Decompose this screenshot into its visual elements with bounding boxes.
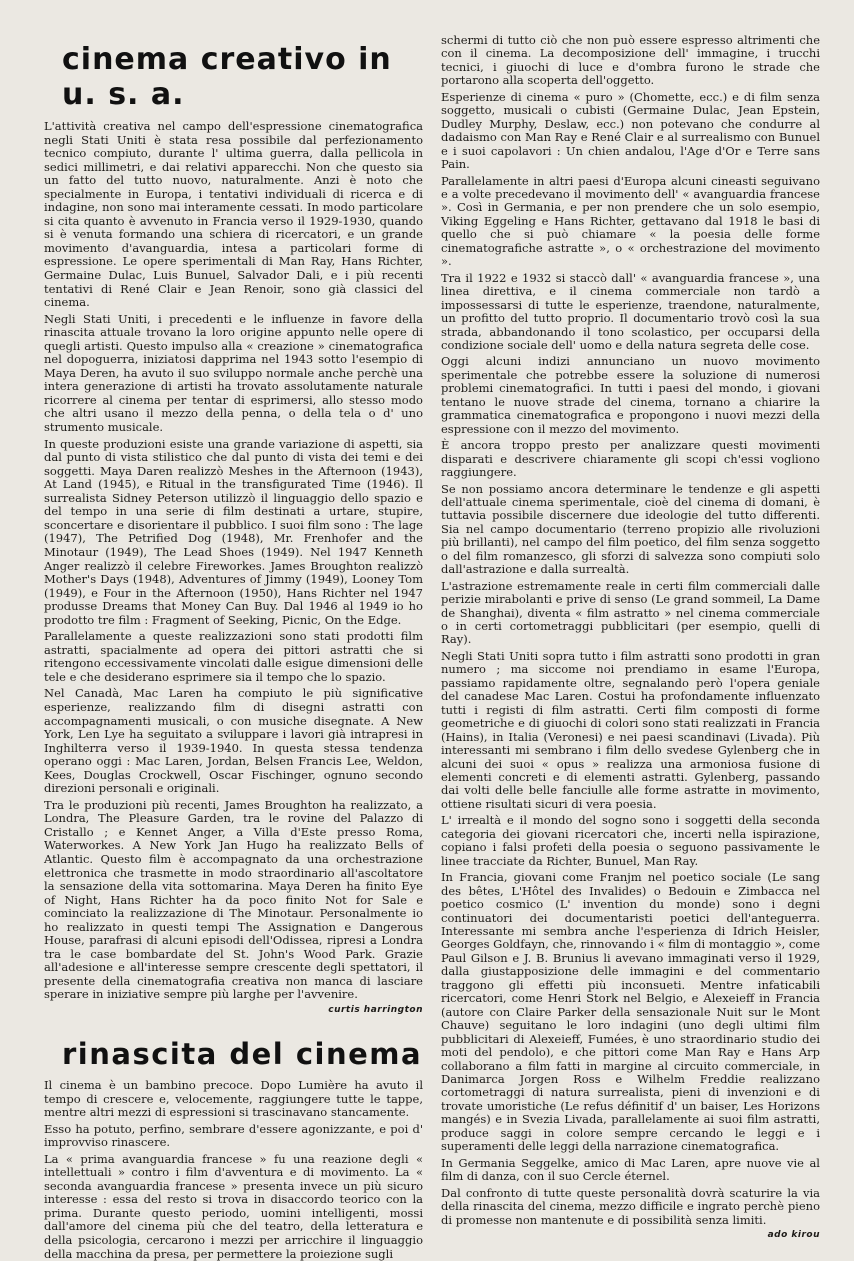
article2-paragraph: Tra il 1922 e 1932 si staccò dall' « avanguardia francese », una linea direttiva, e il cinema commerciale non tardò a impossessarsi di tutte le esperienze, traendone, naturalmente, un profitto del tutto proprio. Il documentario trovò così la sua strada, abbandonando il tono scolastico, per occuparsi della condizione sociale dell' uomo e della natura segreta delle cose. [441, 270, 820, 352]
article2-paragraph: Esso ha potuto, perfino, sembrare d'essere agonizzante, e poi d' improvviso rinascere. [44, 1121, 423, 1150]
article2-paragraph: Dal confronto di tutte queste personalità dovrà scaturire la via della rinascita del cinema, mezzo difficile e ingrato perchè pieno di promesse non mantenute e di possibilità senza limiti. [441, 1185, 820, 1227]
article2-paragraph: È ancora troppo presto per analizzare questi movimenti disparati e descrivere chiaramente gli scopi ch'essi vogliono raggiungere. [441, 438, 820, 480]
right-column [441, 33, 820, 1240]
article2-paragraph: In Francia, giovani come Franjm nel poetico sociale (Le sang des bêtes, L'Hôtel des Invalides) o Bedouin e Zimbacca nel poetico cosmico (L' invention du monde) sono i degni continuatori dei documentaristi poetici dell'anteguerra. Interessante mi sembra anche l'esperienza di Idrich Heisler, Georges Goldfayn, che, rinnovando i « film di montaggio », come Paul Gilson e J. B. Brunius li avevano immaginati verso il 1929, dalla giustapposizione delle immagini e del commentario traggono gli effetti più inconsueti. Mentre infaticabili ricercatori, come Henri Stork nel Belgio, e Alexeieff in Francia (autore con Claire Parker della sensazionale Nuit sur le Mont Chauve) seguitano le loro indagini (uno degli ultimi film pubblicitari di Alexeieff, Fumées, è uno straordinario studio dei moti del pendolo), e che pittori come Man Ray e Hans Arp collaborano a film fatti in margine al circuito commerciale, in Danimarca Jorgen Ross e Wilhelm Freddie realizzano cortometraggi di natura surrealista, pieni di invenzioni e di trovate umoristiche (Le refus définitif d' un baiser, Les Horizons mangés) e in Svezia Livada, parallelamente ai suoi film astratti, produce saggi in colore sempre cercando le leggi e i superamenti delle leggi della narrazione cinematografica. [441, 870, 820, 1154]
article2-paragraph: In Germania Seggelke, amico di Mac Laren, apre nuove vie al film di danza, con il suo Cercle éternel. [441, 1155, 820, 1184]
article1-paragraph: Negli Stati Uniti, i precedenti e le influenze in favore della rinascita attuale trovano la loro origine appunto nelle opere di quegli artisti. Questo impulso alla « creazione » cinematografica nel dopoguerra, iniziatosi dapprima nel 1943 sotto l'esempio di Maya Deren, ha avuto il suo sviluppo normale anche perchè una intera generazione di artisti ha trovato assolutamente naturale ricorrere al cinema per tentar di esprimersi, allo stesso modo che altri usano il mezzo della penna, o della tela o d' uno strumento musicale. [44, 311, 423, 435]
article2-paragraph: Se non possiamo ancora determinare le tendenze e gli aspetti dell'attuale cinema sperimentale, cioè del cinema di domani, è tuttavia possibile discernere due ideologie del tutto differenti. Sia nel campo documentario (terreno propizio alle rivoluzioni più brillanti), nel campo del film poetico, del film senza soggetto o del film romanzesco, gli sforzi di salvezza sono compiuti solo dall'astrazione e dalla surrealtà. [441, 481, 820, 577]
article1-author: curtis harrington [328, 1005, 423, 1015]
article1-paragraph: Parallelamente a queste realizzazioni sono stati prodotti film astratti, spacialmente ad opera dei pittori astratti che si ritengono eccessivamente vincolati dalle esigue dimensioni delle tele e che desiderano esprimere sia il tempo che lo spazio. [44, 629, 423, 684]
article1-paragraph: In queste produzioni esiste una grande variazione di aspetti, sia dal punto di vista stilistico che dal punto di vista dei temi e dei soggetti. Maya Daren realizzò Meshes in the Afternoon (1943), At Land (1945), e Ritual in the transfigurated Time (1946). Il surrealista Sidney Peterson utilizzò il linguaggio dello spazio e del tempo in una serie di film destinati a urtare, stupire, sconcertare e disorientare il pubblico. I suoi film sono : The lage (1947), The Petrified Dog (1948), Mr. Frenhofer and the Minotaur (1949), The Lead Shoes (1949). Nel 1947 Kenneth Anger realizzò il celebre Fireworkes. James Broughton realizzò Mother's Days (1948), Adventures of Jimmy (1949), Looney Tom (1949), e Four in the Afternoon (1950), Hans Richter nel 1947 produsse Dreams that Money Can Buy. Dal 1946 al 1949 io ho prodotto tre film : Fragment of Seeking, Picnic, On the Edge. [44, 436, 423, 627]
article1-paragraph: L'attività creativa nel campo dell'espressione cinematografica negli Stati Uniti è stata resa possibile dal perfezionamento tecnico compiuto, durante l' ultima guerra, dalla pellicola in sedici millimetri, e dai relativi apparecchi. Non che questo sia un fatto del tutto nuovo, naturalmente. Anzi è noto che specialmente in Europa, i tentativi individuali di ricerca e di indagine, non sono mai interamente cessati. In modo particolare si cita quanto è avvenuto in Francia verso il 1929-1930, quando si è venuta formando una schiera di ricercatori, e un grande movimento d'avanguardia, intesa a particolari forme di espressione. Le opere sperimentali di Man Ray, Hans Richter, Germaine Dulac, Luis Bunuel, Salvador Dali, e i più recenti tentativi di René Clair e Jean Renoir, sono già classici del cinema. [44, 119, 423, 310]
article2-paragraph: La « prima avanguardia francese » fu una reazione degli « intellettuali » contro i film d'avventura e di movimento. La « seconda avanguardia francese » presenta invece un più sicuro interesse : essa del resto si trova in disaccordo teorico con la prima. Durante questo periodo, uomini intelligenti, mossi dall'amore del cinema più che del teatro, della letteratura e della psicologia, cercarono i mezzi per arricchire il linguaggio della macchina da presa, per permettere la proiezione sugli [44, 1151, 423, 1261]
article2-paragraph: Parallelamente in altri paesi d'Europa alcuni cineasti seguivano e a volte precedevano il movimento dell' « avanguardia francese ». Così in Germania, e per non prendere che un solo esempio, Viking Eggeling e Hans Richter, gettavano dal 1918 le basi di quello che si può chiamare « la poesia delle forme cinematografiche astratte », o « orchestrazione del movimento ». [441, 173, 820, 269]
article2-paragraph: L' irrealtà e il mondo del sogno sono i soggetti della seconda categoria dei giovani ricercatori che, incerti nella ispirazione, copiano i falsi profeti della poesia o seguono passivamente le linee tracciate da Richter, Bunuel, Man Ray. [441, 813, 820, 868]
article2-author: ado kirou [767, 1229, 820, 1240]
article2-paragraph: Il cinema è un bambino precoce. Dopo Lumière ha avuto il tempo di crescere e, velocemente, raggiungere tutte le tappe, mentre altri mezzi di espressioni si trascinavano stancamente. [44, 1078, 423, 1120]
article1-paragraph: Tra le produzioni più recenti, James Broughton ha realizzato, a Londra, The Pleasure Garden, tra le rovine del Palazzo di Cristallo ; e Kennet Anger, a Villa d'Este presso Roma, Waterworkes. A New York Jan Hugo ha realizzato Bells of Atlantic. Questo film è accompagnato da una orchestrazione elettronica che trasmette in modo straordinario all'ascoltatore la sensazione della vita sottomarina. Maya Deren ha finito Eye of Night, Hans Richter ha da poco finito Not for Sale e cominciato la realizzazione di The Minotaur. Personalmente io ho realizzato in questi tempi The Assignation e Dangerous House, parafrasi di alcuni episodi dell'Odissea, ripresi a Londra tra le case bombardate del St. John's Wood Park. Grazie all'adesione e all'interesse sempre crescente degli spettatori, il presente della cinematografia creativa non manca di lasciare sperare in iniziative sempre più larghe per l'avvenire. [44, 797, 423, 1002]
article2-paragraph: Negli Stati Uniti sopra tutto i film astratti sono prodotti in gran numero ; ma siccome noi prendiamo in esame l'Europa, passiamo rapidamente oltre, segnalando però l'opera geniale del canadese Mac Laren. Costui ha profondamente influenzato tutti i registi di film astratti. Certi film composti di forme geometriche e di giuochi di colori sono stati realizzati in Francia (Hains), in Italia (Veronesi) e nei paesi scandinavi (Livada). Più interessanti mi sembrano i film dello svedese Gylenberg che in alcuni dei suoi « opus » realizza una armoniosa fusione di elementi concreti e di elementi astratti. Gylenberg, passando dai volti delle belle fanciulle alle forme astratte in movimento, ottiene risultati sicuri di vera poesia. [441, 648, 820, 811]
article2-paragraph: Esperienze di cinema « puro » (Chomette, ecc.) e di film senza soggetto, musicali o cubisti (Germaine Dulac, Jean Epstein, Dudley Murphy, Deslaw, ecc.) non potevano che condurre al dadaismo con Man Ray e René Clair e al surrealismo con Bunuel e i suoi capolavori : Un chien andalou, l'Age d'Or e Terre sans Pain. [441, 89, 820, 172]
article2-paragraph: L'astrazione estremamente reale in certi film commerciali dalle perizie mirabolanti e prive di senso (Le grand sommeil, La Dame de Shanghai), diventa « film astratto » nel cinema commerciale o in certi cortometraggi pubblicitari (per esempio, quelli di Ray). [441, 578, 820, 647]
article2-paragraph: schermi di tutto ciò che non può essere espresso altrimenti che con il cinema. La decomposizione dell' immagine, i trucchi tecnici, i giuochi di luce e d'ombra furono le strade che portarono alla scoperta dell'oggetto. [441, 33, 820, 88]
article1-paragraph: Nel Canadà, Mac Laren ha compiuto le più significative esperienze, realizzando film di disegni astratti con accompagnamenti musicali, o con musiche disegnate. A New York, Len Lye ha seguitato a sviluppare i lavori già intrapresi in Inghilterra verso il 1939-1940. In questa stessa tendenza operano oggi : Mac Laren, Jordan, Belsen Francis Lee, Weldon, Kees, Douglas Crockwell, Oscar Fischinger, ognuno secondo direzioni personali e originali. [44, 686, 423, 796]
article2-paragraph: Oggi alcuni indizi annunciano un nuovo movimento sperimentale che potrebbe essere la soluzione di numerosi problemi cinematografici. In tutti i paesi del mondo, i giovani tentano le nuove strade del cinema, tornano a chiarire la grammatica cinematografica e propongono i nuovi mezzi della espressione con il mezzo del movimento. [441, 354, 820, 436]
article1-title: cinema creativo in u. s. a. [62, 42, 392, 112]
left-column [44, 34, 423, 1261]
article2-title: rinascita del cinema [62, 1037, 423, 1071]
